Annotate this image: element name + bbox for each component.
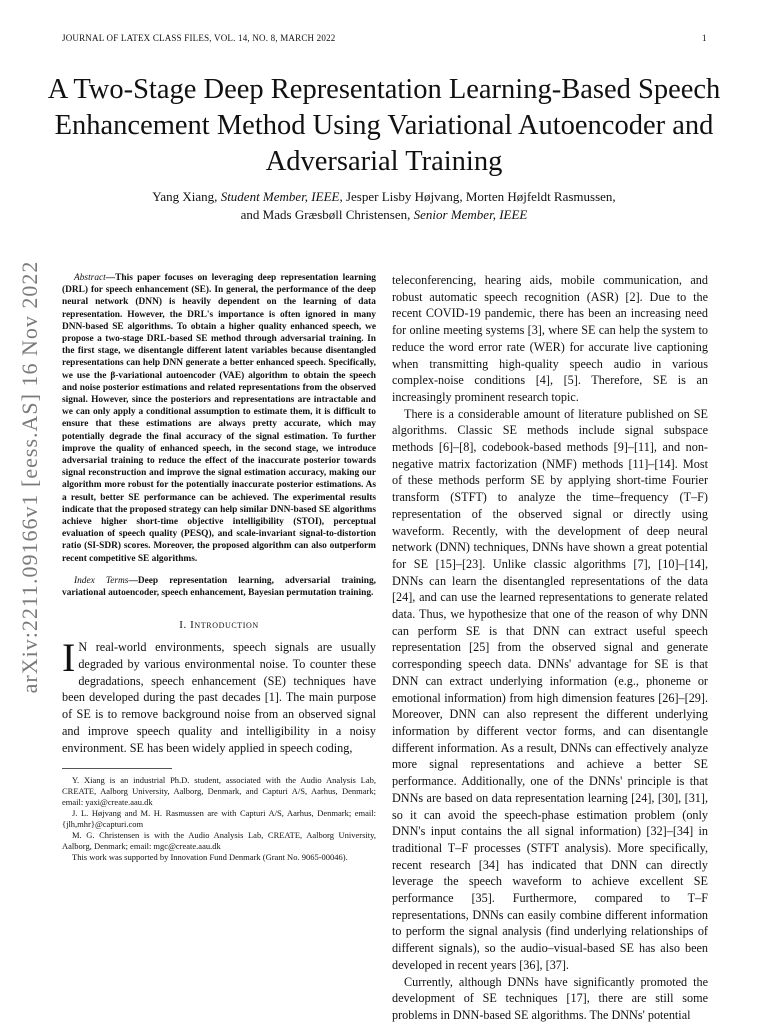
author-line-2 [60, 206, 708, 224]
body-paragraph-3: Currently, although DNNs have significantly promoted the development of SE techniques [17], there are still some problems in DNN-based SE algorithms. The DNNs' potential [392, 974, 708, 1022]
author-role-2: Senior Member, IEEE [413, 207, 528, 222]
abstract-label: Abstract [74, 273, 106, 283]
author-list [60, 188, 708, 224]
drop-cap: I [62, 635, 76, 681]
right-column [392, 272, 708, 1024]
footnote-xiang: Y. Xiang is an industrial Ph.D. student, associated with the Audio Analysis Lab, CREATE, Aalborg University, Aalborg, Denmark, and Capturi A/S, Aarhus, Denmark; email: yaxi@create.aau.dk [62, 775, 376, 808]
intro-paragraph [62, 635, 376, 756]
paper-title: A Two-Stage Deep Representation Learning-Based Speech Enhancement Method Using Variational Autoencoder and Adversarial Training [47, 74, 721, 177]
index-terms-label: Index Terms [74, 575, 129, 586]
author-role-1: Student Member, IEEE, [220, 189, 343, 204]
journal-header: JOURNAL OF LATEX CLASS FILES, VOL. 14, NO. 8, MARCH 2022 [62, 33, 336, 43]
footnote-divider [62, 768, 172, 769]
abstract [62, 272, 376, 565]
body-paragraph-1: teleconferencing, hearing aids, mobile communication, and robust automatic speech recognition (ASR) [2]. Due to the recent COVID-19 pandemic, there has been an increasing need for online meeting systems [3], where SE can help the system to reduce the word error rate (WER) for accurate live captioning when transmitting high-quality speech audio in various complex-noise conditions [4], [5]. Therefore, SE is an increasingly prominent research topic. [392, 273, 708, 404]
author-line-1 [60, 188, 708, 206]
body-paragraph-2: There is a considerable amount of literature published on SE algorithms. Classic SE methods include signal subspace methods [6]–[8], codebook-based methods [9]–[11], and non-negative matrix factorization (NMF) methods [11]–[14]. Most of these methods perform SE by applying short-time Fourier transform (STFT) to analyze the time–frequency (T–F) representation of the observed signal or directly using waveform. Recently, with the development of deep neural network (DNN) techniques, DNNs have shown a great potential for SE [15]–[23]. Unlike classic algorithms [7], [10]–[14], DNNs can learn the disentangled representations of the data [24], and can use the learned representations to generate related data. Thus, we hypothesize that one of the reason of why DNN can perform SE is that DNN can extract useful speech representation [25] from the observed signal and generate corresponding speech data. DNNs' advantage for SE is that DNN can extract underlying information (e.g., phoneme or emotional information) from high dimension features [26]–[29]. Moreover, DNN can also represent the different underlying information by different vector forms, and can disentangle different information. As a result, DNNs can effectively analyze more signal representations and achieve a better SE performance. Additionally, one of the DNNs' principle is that DNNs are based on data representation learning [24], [30], [31], so it can avoid the speech-phase estimation problem (only DNN's input contains the all signal information) [32]–[34] in traditional T–F processes (STFT analysis). More specifically, recent research [34] has indicated that DNN can directly leverage the speech waveform to achieve excellent SE performance [35]. Furthermore, compared to T–F representations, DNNs can easily combine different information to perform the signal analysis (find underlying relationships of different signals), so the audio–visual-based SE has also been developed in recent years [36], [37]. [392, 406, 708, 972]
arxiv-identifier [10, 262, 50, 692]
page-number: 1 [702, 33, 707, 43]
index-terms-text: —Deep representation learning, adversarial training, variational autoencoder, speech enhancement, Bayesian permutation training. [62, 575, 376, 599]
author-names-1: Yang Xiang, [152, 189, 221, 204]
author-names-1b: Jesper Lisby Højvang, Morten Højfeldt Rasmussen, [342, 189, 616, 204]
footnote-hojvang-rasmussen: J. L. Højvang and M. H. Rasmussen are with Capturi A/S, Aarhus, Denmark; email: {jlh,mhr}@capturi.com [62, 808, 376, 830]
abstract-text: —This paper focuses on leveraging deep representation learning (DRL) for speech enhancement (SE). In general, the performance of the deep neural network (DNN) is heavily dependent on the learning of data representation. However, the DRL's importance is often ignored in many DNN-based SE algorithms. To obtain a higher quality enhanced speech, we propose a two-stage DRL-based SE method through adversarial training. In the first stage, we disentangle different latent variables because disentangled representations can help DNN generate a better enhanced speech. Specifically, we use the β-variational autoencoder (VAE) algorithm to obtain the speech and noise posterior estimations and related representations from the observed signal. However, since the posteriors and representations are intractable and we can only apply a conditional assumption to estimate them, it is difficult to ensure that these estimations are always pretty accurate, which may potentially degrade the final accuracy of the signal estimation. To further improve the quality of enhanced speech, in the second stage, we introduce adversarial training to reduce the effect of the inaccurate posterior towards signal reconstruction and improve the signal estimation accuracy, making our algorithm more robust for the potentially inaccurate posterior estimations. As a result, better SE performance can be achieved. The experimental results indicate that the proposed strategy can help similar DNN-based SE algorithms achieve higher short-time objective intelligibility (STOI), perceptual evaluation of speech quality (PESQ), and scale-invariant signal-to-distortion ratio (SI-SDR) scores. Moreover, the proposed algorithm can also outperform recent competitive SE algorithms. [62, 273, 376, 564]
author-names-2: and Mads Græsbøll Christensen, [240, 207, 414, 222]
footnote-christensen: M. G. Christensen is with the Audio Analysis Lab, CREATE, Aalborg University, Aalborg, Denmark; email: mgc@create.aau.dk [62, 830, 376, 852]
section-heading-introduction: I. Introduction [179, 619, 259, 632]
index-terms [62, 575, 376, 599]
intro-text: N real-world environments, speech signals are usually degraded by various environmental noise. To counter these degradations, speech enhancement (SE) techniques have been developed during the past decades [1]. The main purpose of SE is to remove background noise from an observed signal and improve speech quality and intelligibility in a noisy environment. SE has been widely applied in speech coding, [62, 640, 376, 755]
footnote-funding: This work was supported by Innovation Fund Denmark (Grant No. 9065-00046). [72, 852, 348, 863]
left-column [62, 272, 376, 863]
arxiv-identifier-text: arXiv:2211.09166v1 [eess.AS] 16 Nov 2022 [17, 260, 42, 694]
